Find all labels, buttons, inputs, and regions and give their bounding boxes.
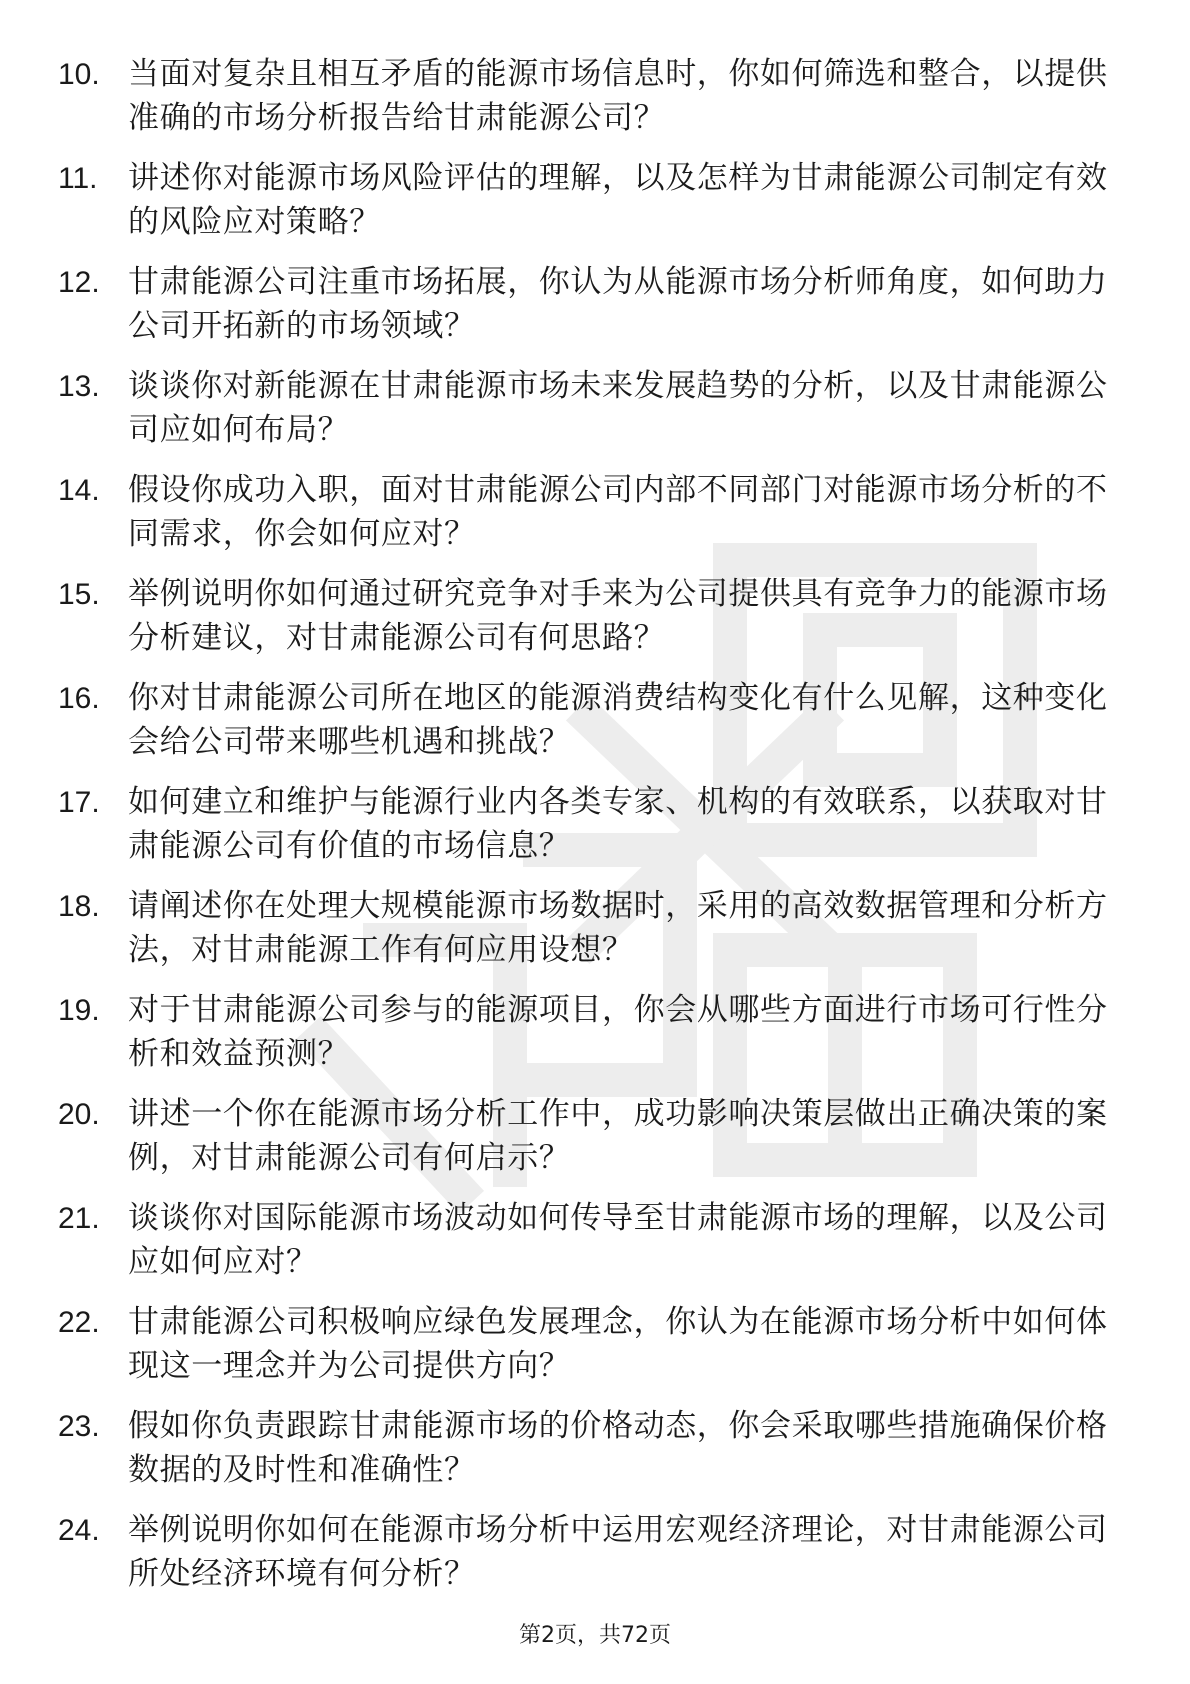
question-text: 甘肃能源公司积极响应绿色发展理念，你认为在能源市场分析中如何体现这一理念并为公司提供方向？ <box>128 1304 1108 1384</box>
question-item <box>58 364 1118 468</box>
question-text: 假设你成功入职，面对甘肃能源公司内部不同部门对能源市场分析的不同需求，你会如何应对？ <box>128 472 1108 552</box>
question-number: 19. <box>58 994 100 1027</box>
page-footer <box>0 1618 1190 1649</box>
question-number: 22. <box>58 1306 100 1339</box>
question-text: 举例说明你如何通过研究竞争对手来为公司提供具有竞争力的能源市场分析建议，对甘肃能源公司有何思路？ <box>128 576 1108 656</box>
question-text: 假如你负责跟踪甘肃能源市场的价格动态，你会采取哪些措施确保价格数据的及时性和准确性？ <box>128 1408 1108 1488</box>
question-item <box>58 1404 1118 1508</box>
question-text: 举例说明你如何在能源市场分析中运用宏观经济理论，对甘肃能源公司所处经济环境有何分析？ <box>128 1512 1108 1592</box>
question-number: 24. <box>58 1514 100 1547</box>
question-item <box>58 52 1118 156</box>
question-text: 你对甘肃能源公司所在地区的能源消费结构变化有什么见解，这种变化会给公司带来哪些机遇和挑战？ <box>128 680 1108 760</box>
question-number: 14. <box>58 474 100 507</box>
question-number: 21. <box>58 1202 100 1235</box>
question-text: 谈谈你对国际能源市场波动如何传导至甘肃能源市场的理解，以及公司应如何应对？ <box>128 1200 1108 1280</box>
question-number: 20. <box>58 1098 100 1131</box>
question-number: 13. <box>58 370 100 403</box>
question-item <box>58 572 1118 676</box>
question-item <box>58 156 1118 260</box>
question-item <box>58 468 1118 572</box>
question-item <box>58 676 1118 780</box>
question-number: 16. <box>58 682 100 715</box>
question-text: 讲述一个你在能源市场分析工作中，成功影响决策层做出正确决策的案例，对甘肃能源公司有何启示？ <box>128 1096 1108 1176</box>
question-text: 请阐述你在处理大规模能源市场数据时，采用的高效数据管理和分析方法，对甘肃能源工作有何应用设想？ <box>128 888 1108 968</box>
question-item <box>58 884 1118 988</box>
question-number: 12. <box>58 266 100 299</box>
question-item <box>58 1196 1118 1300</box>
page-indicator: 第2页，共72页 <box>519 1623 671 1648</box>
question-text: 谈谈你对新能源在甘肃能源市场未来发展趋势的分析，以及甘肃能源公司应如何布局？ <box>128 368 1108 448</box>
question-text: 讲述你对能源市场风险评估的理解，以及怎样为甘肃能源公司制定有效的风险应对策略？ <box>128 160 1108 240</box>
question-item <box>58 1092 1118 1196</box>
question-text: 如何建立和维护与能源行业内各类专家、机构的有效联系，以获取对甘肃能源公司有价值的市场信息？ <box>128 784 1108 864</box>
question-number: 11. <box>58 162 98 195</box>
question-text: 对于甘肃能源公司参与的能源项目，你会从哪些方面进行市场可行性分析和效益预测？ <box>128 992 1108 1072</box>
question-number: 10. <box>58 58 100 91</box>
question-item <box>58 1300 1118 1404</box>
question-item <box>58 260 1118 364</box>
question-number: 15. <box>58 578 100 611</box>
question-number: 17. <box>58 786 100 819</box>
question-item <box>58 780 1118 884</box>
question-list <box>58 52 1118 1612</box>
question-item <box>58 988 1118 1092</box>
question-number: 18. <box>58 890 100 923</box>
question-number: 23. <box>58 1410 100 1443</box>
question-text: 当面对复杂且相互矛盾的能源市场信息时，你如何筛选和整合，以提供准确的市场分析报告给甘肃能源公司？ <box>128 56 1108 136</box>
question-item <box>58 1508 1118 1612</box>
question-text: 甘肃能源公司注重市场拓展，你认为从能源市场分析师角度，如何助力公司开拓新的市场领域？ <box>128 264 1108 344</box>
